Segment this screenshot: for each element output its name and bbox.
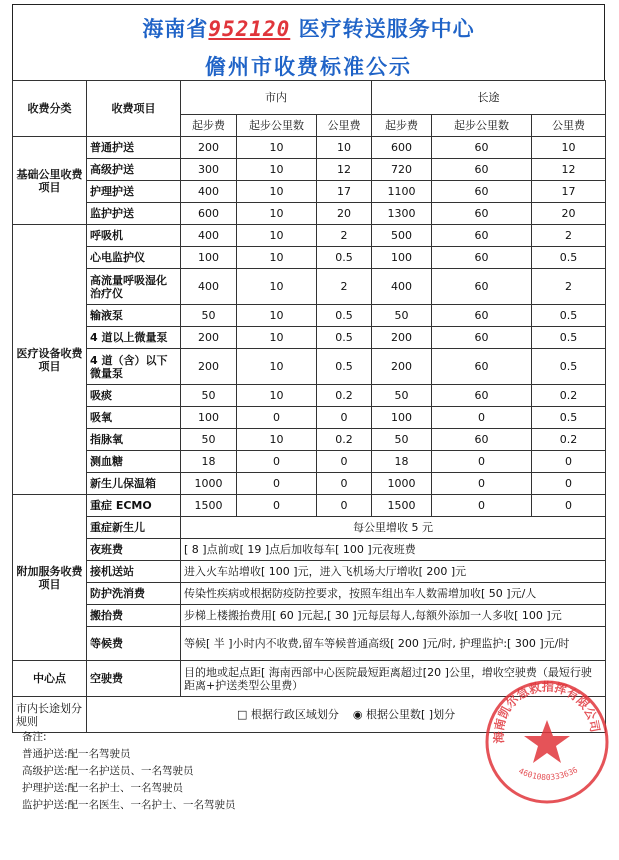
item-name: 指脉氧 xyxy=(87,429,181,451)
value-cell: 50 xyxy=(372,305,432,327)
value-cell: 0.5 xyxy=(532,305,606,327)
value-cell: 0 xyxy=(317,473,372,495)
value-cell: 0 xyxy=(532,451,606,473)
item-name: 空驶费 xyxy=(87,661,181,697)
value-cell: 100 xyxy=(372,407,432,429)
category-center: 中心点 xyxy=(13,661,87,697)
value-cell: 12 xyxy=(532,159,606,181)
table-row xyxy=(13,225,606,247)
item-name: 重症 ECMO xyxy=(87,495,181,517)
value-cell: 12 xyxy=(317,159,372,181)
value-cell: 1000 xyxy=(181,473,237,495)
table-row xyxy=(13,429,606,451)
hotline-number: 952120 xyxy=(208,17,291,41)
header-city: 市内 xyxy=(181,81,372,115)
note-line: 监护护送:配一名医生、一名护士、一名驾驶员 xyxy=(22,799,236,811)
table-row xyxy=(13,327,606,349)
value-cell: 0.5 xyxy=(532,349,606,385)
value-cell: 0 xyxy=(432,451,532,473)
value-cell: 10 xyxy=(237,385,317,407)
value-cell: 10 xyxy=(237,225,317,247)
table-row xyxy=(13,137,606,159)
rule-text: 目的地或起点距[ 海南西部中心医院最短距离超过[20 ]公里，增收空驶费（最短行驶距离+护送类型公里费） xyxy=(181,661,606,697)
value-cell: 0.5 xyxy=(317,327,372,349)
value-cell: 100 xyxy=(181,247,237,269)
item-name: 测血糖 xyxy=(87,451,181,473)
value-cell: 10 xyxy=(237,181,317,203)
item-name: 4 道（含）以下微量泵 xyxy=(87,349,181,385)
value-cell: 10 xyxy=(237,327,317,349)
value-cell: 200 xyxy=(372,349,432,385)
value-cell: 0 xyxy=(237,473,317,495)
value-cell: 100 xyxy=(372,247,432,269)
value-cell: 200 xyxy=(181,349,237,385)
value-cell: 720 xyxy=(372,159,432,181)
value-cell: 60 xyxy=(432,385,532,407)
header-item: 收费项目 xyxy=(87,81,181,137)
division-label: 市内长途划分规则 xyxy=(13,697,87,733)
value-cell: 200 xyxy=(372,327,432,349)
item-name: 新生儿保温箱 xyxy=(87,473,181,495)
value-cell: 0.5 xyxy=(532,247,606,269)
division-option-km: 根据公里数[ ]划分 xyxy=(365,708,456,721)
value-cell: 50 xyxy=(372,385,432,407)
value-cell: 10 xyxy=(237,203,317,225)
value-cell: 0 xyxy=(317,451,372,473)
value-cell: 200 xyxy=(181,137,237,159)
value-cell: 0 xyxy=(237,407,317,429)
value-cell: 2 xyxy=(317,225,372,247)
value-cell: 60 xyxy=(432,203,532,225)
rule-text: [ 8 ]点前或[ 19 ]点后加收每车[ 100 ]元夜班费 xyxy=(181,539,606,561)
category-additional: 附加服务收费项目 xyxy=(13,495,87,661)
table-row xyxy=(13,561,606,583)
value-cell: 60 xyxy=(432,305,532,327)
table-row xyxy=(13,203,606,225)
item-name: 夜班费 xyxy=(87,539,181,561)
table-row xyxy=(13,539,606,561)
value-cell: 0.5 xyxy=(532,327,606,349)
value-cell: 20 xyxy=(532,203,606,225)
value-cell: 10 xyxy=(532,137,606,159)
value-cell: 60 xyxy=(432,137,532,159)
fee-table xyxy=(12,80,606,733)
value-cell: 18 xyxy=(372,451,432,473)
item-name: 吸痰 xyxy=(87,385,181,407)
value-cell: 0 xyxy=(317,495,372,517)
value-cell: 600 xyxy=(181,203,237,225)
value-cell: 0.2 xyxy=(317,385,372,407)
value-cell: 60 xyxy=(432,269,532,305)
title-center-name: 医疗转送服务中心 xyxy=(298,17,475,41)
item-name: 高级护送 xyxy=(87,159,181,181)
notes xyxy=(22,729,236,814)
item-name: 普通护送 xyxy=(87,137,181,159)
value-cell: 0 xyxy=(532,495,606,517)
item-name: 护理护送 xyxy=(87,181,181,203)
value-cell: 60 xyxy=(432,181,532,203)
value-cell: 200 xyxy=(181,327,237,349)
rule-text: 步梯上楼搬抬费用[ 60 ]元起,[ 30 ]元每层每人,每额外添加一人多收[ 100 ]元 xyxy=(181,605,606,627)
table-row xyxy=(13,517,606,539)
value-cell: 10 xyxy=(237,159,317,181)
value-cell: 0.5 xyxy=(317,247,372,269)
item-name: 接机送站 xyxy=(87,561,181,583)
table-row xyxy=(13,385,606,407)
value-cell: 10 xyxy=(237,247,317,269)
table-row xyxy=(13,247,606,269)
value-cell: 0 xyxy=(317,407,372,429)
value-cell: 60 xyxy=(432,247,532,269)
header-long: 长途 xyxy=(372,81,606,115)
title-province: 海南省 xyxy=(142,17,209,41)
value-cell: 18 xyxy=(181,451,237,473)
table-row xyxy=(13,269,606,305)
value-cell: 600 xyxy=(372,137,432,159)
seal-text: 海南凯尔急救指挥有限公司 xyxy=(491,679,603,744)
value-cell: 10 xyxy=(237,305,317,327)
header-city-km-fee: 公里费 xyxy=(317,115,372,137)
value-cell: 1300 xyxy=(372,203,432,225)
item-name: 吸氧 xyxy=(87,407,181,429)
value-cell: 10 xyxy=(237,429,317,451)
table-row xyxy=(13,407,606,429)
item-name: 心电监护仪 xyxy=(87,247,181,269)
value-cell: 60 xyxy=(432,225,532,247)
title-box xyxy=(12,4,605,80)
seal-number: 4601080333636 xyxy=(517,765,580,783)
table-row xyxy=(13,495,606,517)
value-cell: 60 xyxy=(432,349,532,385)
header-long-start-fee: 起步费 xyxy=(372,115,432,137)
table-row xyxy=(13,627,606,661)
value-cell: 50 xyxy=(181,305,237,327)
header-city-start-km: 起步公里数 xyxy=(237,115,317,137)
title-line-2: 儋州市收费标准公示 xyxy=(205,55,412,79)
value-cell: 10 xyxy=(237,269,317,305)
header-long-km-fee: 公里费 xyxy=(532,115,606,137)
table-row xyxy=(13,349,606,385)
item-name: 监护护送 xyxy=(87,203,181,225)
value-cell: 0 xyxy=(432,473,532,495)
fee-notice-sheet xyxy=(12,4,605,733)
svg-text:4601080333636 xyxy=(517,765,579,782)
rule-text: 每公里增收 5 元 xyxy=(181,517,606,539)
value-cell: 60 xyxy=(432,327,532,349)
value-cell: 50 xyxy=(181,429,237,451)
radio-icon-unchecked[interactable]: □ xyxy=(236,708,248,721)
value-cell: 0.5 xyxy=(532,407,606,429)
item-name: 等候费 xyxy=(87,627,181,661)
item-name: 4 道以上微量泵 xyxy=(87,327,181,349)
value-cell: 17 xyxy=(317,181,372,203)
value-cell: 0 xyxy=(237,495,317,517)
value-cell: 0.5 xyxy=(317,305,372,327)
item-name: 输液泵 xyxy=(87,305,181,327)
title-line-1 xyxy=(13,13,604,43)
value-cell: 10 xyxy=(317,137,372,159)
value-cell: 0.2 xyxy=(317,429,372,451)
table-row xyxy=(13,181,606,203)
value-cell: 60 xyxy=(432,159,532,181)
value-cell: 400 xyxy=(181,269,237,305)
value-cell: 2 xyxy=(532,225,606,247)
value-cell: 1500 xyxy=(372,495,432,517)
value-cell: 100 xyxy=(181,407,237,429)
value-cell: 0 xyxy=(532,473,606,495)
category-equipment: 医疗设备收费项目 xyxy=(13,225,87,495)
value-cell: 20 xyxy=(317,203,372,225)
item-name: 防护洗消费 xyxy=(87,583,181,605)
value-cell: 400 xyxy=(181,181,237,203)
rule-text: 等候[ 半 ]小时内不收费,留车等候普通高级[ 200 ]元/时, 护理监护:[ 300 ]元/时 xyxy=(181,627,606,661)
header-long-start-km: 起步公里数 xyxy=(432,115,532,137)
value-cell: 50 xyxy=(181,385,237,407)
value-cell: 0 xyxy=(432,407,532,429)
value-cell: 400 xyxy=(372,269,432,305)
note-line: 护理护送:配一名护士、一名驾驶员 xyxy=(22,782,184,794)
table-row xyxy=(13,605,606,627)
item-name: 重症新生儿 xyxy=(87,517,181,539)
value-cell: 300 xyxy=(181,159,237,181)
value-cell: 0 xyxy=(237,451,317,473)
value-cell: 1500 xyxy=(181,495,237,517)
division-option-region: 根据行政区域划分 xyxy=(250,708,339,721)
table-row xyxy=(13,473,606,495)
rule-text: 传染性疾病或根据防疫防控要求，按照车组出车人数需增加收[ 50 ]元/人 xyxy=(181,583,606,605)
rule-text: 进入火车站增收[ 100 ]元，进入飞机场大厅增收[ 200 ]元 xyxy=(181,561,606,583)
header-category: 收费分类 xyxy=(13,81,87,137)
value-cell: 60 xyxy=(432,429,532,451)
value-cell: 500 xyxy=(372,225,432,247)
value-cell: 0.2 xyxy=(532,429,606,451)
value-cell: 10 xyxy=(237,349,317,385)
table-row xyxy=(13,305,606,327)
notes-heading: 备注: xyxy=(22,731,47,743)
value-cell: 1000 xyxy=(372,473,432,495)
item-name: 呼吸机 xyxy=(87,225,181,247)
value-cell: 50 xyxy=(372,429,432,451)
item-name: 搬抬费 xyxy=(87,605,181,627)
item-name: 高流量呼吸湿化治疗仪 xyxy=(87,269,181,305)
value-cell: 17 xyxy=(532,181,606,203)
value-cell: 2 xyxy=(532,269,606,305)
note-line: 普通护送:配一名驾驶员 xyxy=(22,748,131,760)
value-cell: 1100 xyxy=(372,181,432,203)
value-cell: 400 xyxy=(181,225,237,247)
category-basic: 基础公里收费项目 xyxy=(13,137,87,225)
company-seal-icon xyxy=(483,678,611,806)
value-cell: 0.2 xyxy=(532,385,606,407)
table-row xyxy=(13,159,606,181)
header-row-1 xyxy=(13,81,606,115)
table-row xyxy=(13,451,606,473)
value-cell: 0.5 xyxy=(317,349,372,385)
value-cell: 10 xyxy=(237,137,317,159)
header-city-start-fee: 起步费 xyxy=(181,115,237,137)
table-row xyxy=(13,583,606,605)
value-cell: 2 xyxy=(317,269,372,305)
value-cell: 0 xyxy=(432,495,532,517)
note-line: 高级护送:配一名护送员、一名驾驶员 xyxy=(22,765,194,777)
radio-icon-checked[interactable]: ◉ xyxy=(352,708,363,721)
